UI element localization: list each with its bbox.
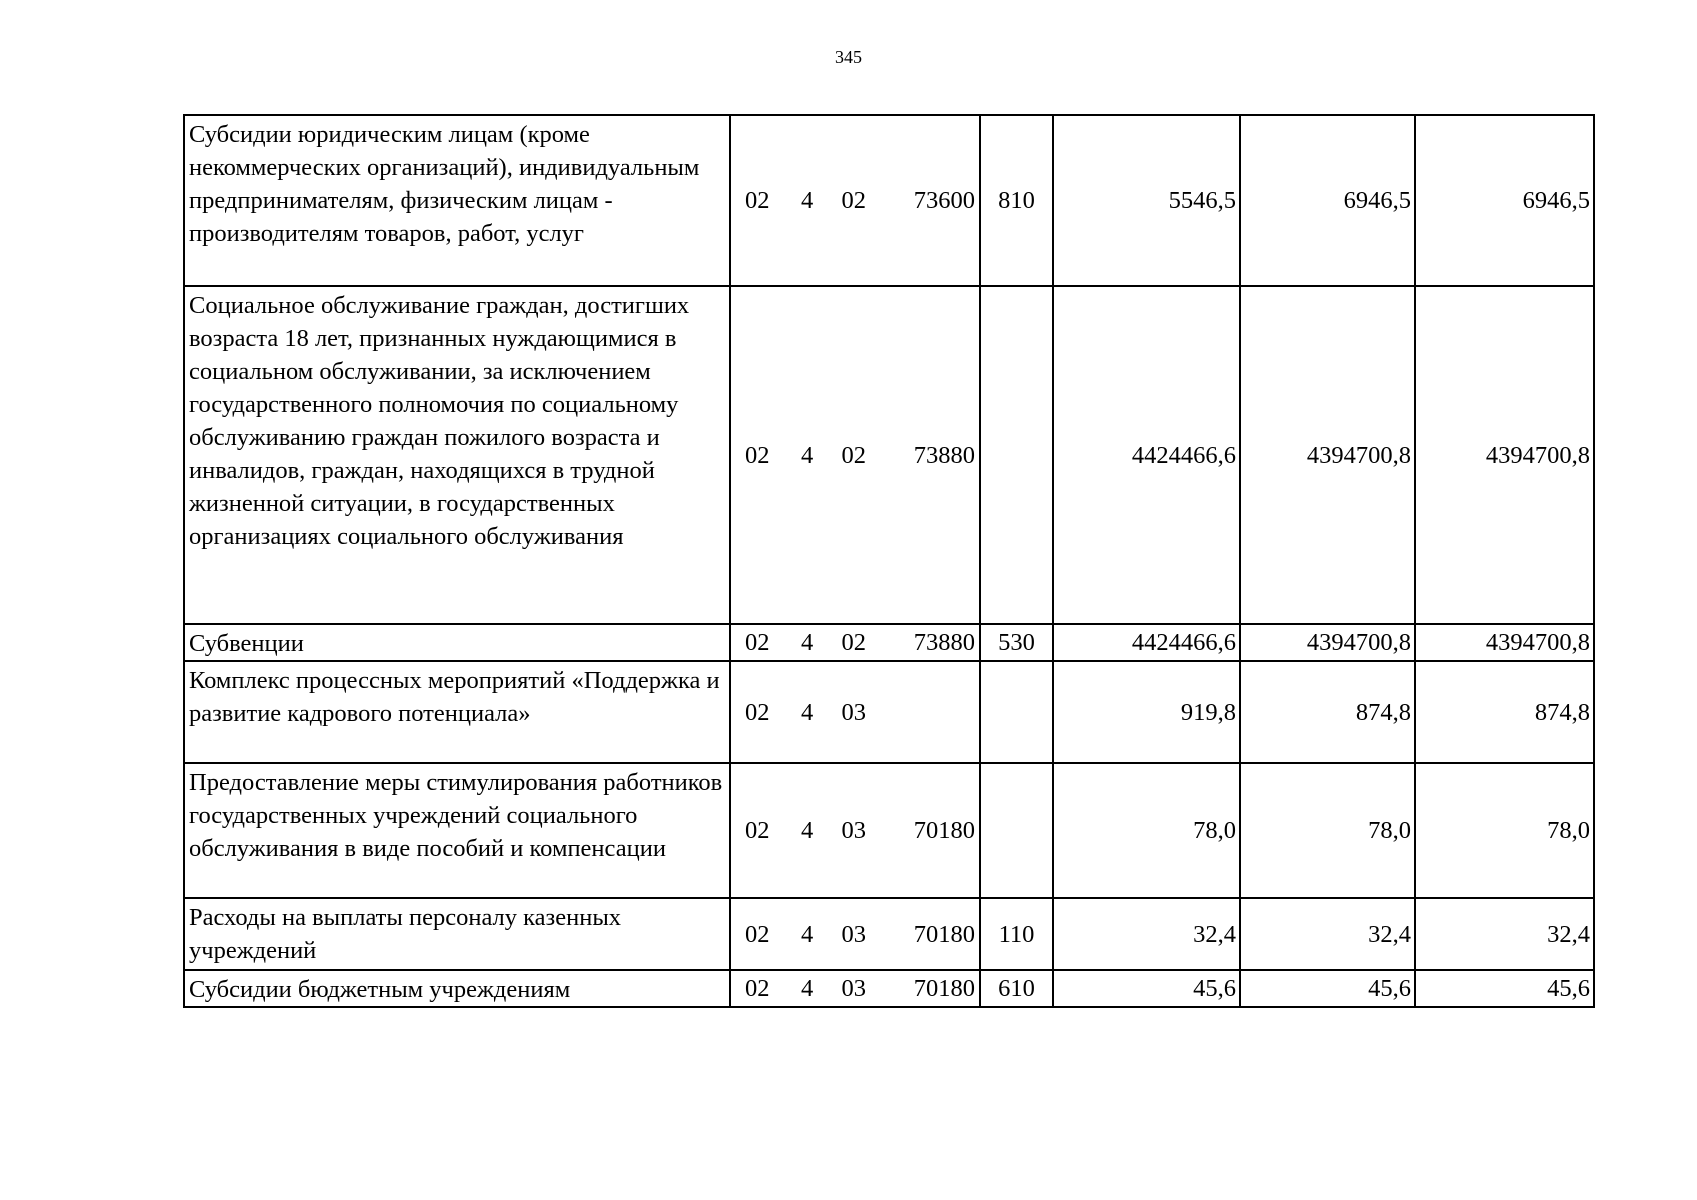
value-cell: 78,0 (1053, 763, 1240, 898)
row-name: Предоставление меры стимулирования работников государственных учреждений социального обслуживания в виде пособий и компенсации (184, 763, 730, 898)
table-row (184, 624, 1594, 661)
table-row (184, 661, 1594, 763)
value-cell: 4424466,6 (1053, 286, 1240, 624)
code-part: 73880 (913, 629, 976, 656)
code-part: 70180 (913, 817, 976, 844)
program-code (730, 763, 980, 898)
code-part: 02 (745, 187, 770, 214)
program-code (730, 970, 980, 1007)
expense-type-code (980, 661, 1053, 763)
code-part: 02 (841, 629, 866, 656)
value-cell: 78,0 (1240, 763, 1415, 898)
row-name: Субсидии бюджетным учреждениям (184, 970, 730, 1007)
expense-type-code: 530 (980, 624, 1053, 661)
value-cell: 5546,5 (1053, 115, 1240, 286)
row-name: Расходы на выплаты персоналу казенных учреждений (184, 898, 730, 970)
program-code (730, 898, 980, 970)
code-part: 4 (800, 698, 814, 726)
value-cell: 919,8 (1053, 661, 1240, 763)
expense-type-code (980, 286, 1053, 624)
value-cell: 78,0 (1415, 763, 1594, 898)
code-part: 4 (800, 629, 814, 656)
budget-table (183, 114, 1595, 1008)
code-part: 02 (745, 698, 770, 726)
row-name: Субвенции (184, 624, 730, 661)
row-name: Субсидии юридическим лицам (кроме некоммерческих организаций), индивидуальным предпринимателям, физическим лицам - производителям товаров, работ, услуг (184, 115, 730, 286)
code-part: 02 (745, 441, 770, 469)
value-cell: 32,4 (1240, 898, 1415, 970)
value-cell: 6946,5 (1240, 115, 1415, 286)
code-part: 03 (841, 817, 866, 844)
code-part: 70180 (913, 920, 976, 948)
expense-type-code: 610 (980, 970, 1053, 1007)
code-part: 03 (841, 975, 866, 1002)
table-row (184, 286, 1594, 624)
page-number: 345 (835, 47, 862, 67)
code-part: 02 (745, 920, 770, 948)
program-code (730, 661, 980, 763)
expense-type-code: 810 (980, 115, 1053, 286)
expense-type-code: 110 (980, 898, 1053, 970)
value-cell: 4394700,8 (1415, 624, 1594, 661)
expense-type-code (980, 763, 1053, 898)
value-cell: 45,6 (1053, 970, 1240, 1007)
value-cell: 874,8 (1415, 661, 1594, 763)
code-part: 70180 (913, 975, 976, 1002)
value-cell: 4394700,8 (1415, 286, 1594, 624)
row-name: Комплекс процессных мероприятий «Поддержка и развитие кадрового потенциала» (184, 661, 730, 763)
code-part: 02 (841, 441, 866, 469)
code-part: 02 (745, 817, 770, 844)
row-name: Социальное обслуживание граждан, достигших возраста 18 лет, признанных нуждающимися в социальном обслуживании, за исключением государственного полномочия по социальному обслуживанию граждан пожилого возраста и инвалидов, граждан, находящихся в трудной жизненной ситуации, в государственных организациях социального обслуживания (184, 286, 730, 624)
code-part: 02 (841, 187, 866, 214)
table-row (184, 970, 1594, 1007)
table-row (184, 898, 1594, 970)
value-cell: 6946,5 (1415, 115, 1594, 286)
value-cell: 4424466,6 (1053, 624, 1240, 661)
program-code (730, 286, 980, 624)
code-part: 03 (841, 698, 866, 726)
program-code (730, 115, 980, 286)
value-cell: 874,8 (1240, 661, 1415, 763)
value-cell: 45,6 (1415, 970, 1594, 1007)
table-row (184, 115, 1594, 286)
code-part: 03 (841, 920, 866, 948)
value-cell: 4394700,8 (1240, 624, 1415, 661)
table-row (184, 763, 1594, 898)
code-part: 02 (745, 629, 770, 656)
code-part: 4 (800, 187, 814, 214)
value-cell: 32,4 (1415, 898, 1594, 970)
program-code (730, 624, 980, 661)
code-part: 4 (800, 920, 814, 948)
value-cell: 4394700,8 (1240, 286, 1415, 624)
code-part: 4 (800, 817, 814, 844)
code-part: 4 (800, 975, 814, 1002)
code-part: 73880 (913, 441, 976, 469)
code-part: 4 (800, 441, 814, 469)
value-cell: 32,4 (1053, 898, 1240, 970)
value-cell: 45,6 (1240, 970, 1415, 1007)
code-part: 73600 (913, 187, 976, 214)
code-part: 02 (745, 975, 770, 1002)
